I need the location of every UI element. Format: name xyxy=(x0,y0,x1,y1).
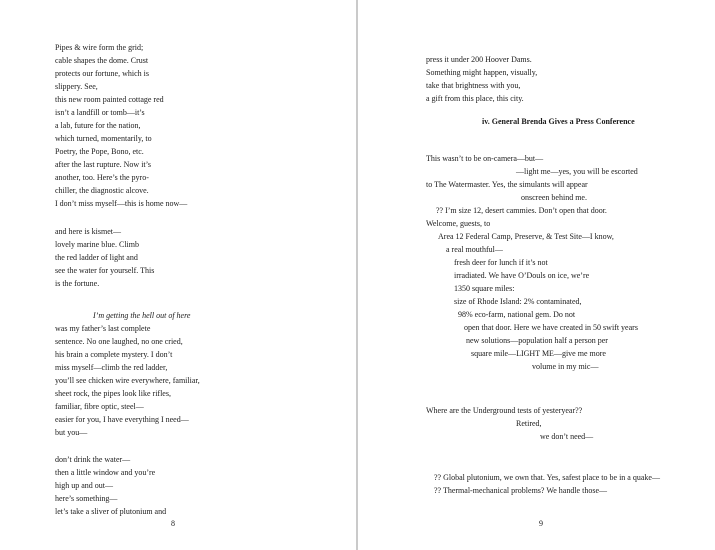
poem-line: irradiated. We have O’Douls on ice, we’re xyxy=(454,271,590,280)
poem-line: press it under 200 Hoover Dams. xyxy=(426,55,532,64)
page-number: 8 xyxy=(171,519,175,528)
poem-line: high up and out— xyxy=(55,481,113,490)
poem-line: the red ladder of light and xyxy=(55,253,138,262)
poem-line: and here is kismet— xyxy=(55,227,121,236)
poem-line: which turned, momentarily, to xyxy=(55,134,152,143)
poem-line: don’t drink the water— xyxy=(55,455,131,464)
poem-line: then a little window and you’re xyxy=(55,468,156,477)
right-page xyxy=(358,0,715,550)
section-heading: iv. General Brenda Gives a Press Conference xyxy=(482,117,635,126)
poem-line: miss myself—climb the red ladder, xyxy=(55,363,168,372)
poem-line: onscreen behind me. xyxy=(521,193,587,202)
poem-line: This wasn’t to be on-camera—but— xyxy=(426,154,544,163)
poem-line: let’s take a sliver of plutonium and xyxy=(55,507,167,516)
poem-line: Where are the Underground tests of yesteryear?? xyxy=(426,406,583,415)
page-number: 9 xyxy=(539,519,543,528)
poem-line: I don’t miss myself—this is home now— xyxy=(55,199,188,208)
poem-line: you’ll see chicken wire everywhere, familiar, xyxy=(55,376,200,385)
poem-line: fresh deer for lunch if it’s not xyxy=(454,258,548,267)
poem-line: Area 12 Federal Camp, Preserve, & Test Site—I know, xyxy=(438,232,614,241)
poem-line: another, too. Here’s the pyro- xyxy=(55,173,149,182)
poem-line: sheet rock, the pipes look like rifles, xyxy=(55,389,171,398)
poem-line: ?? Global plutonium, we own that. Yes, safest place to be in a quake— xyxy=(434,473,660,482)
poem-line: ?? I’m size 12, desert cammies. Don’t open that door. xyxy=(436,206,607,215)
poem-line: we don’t need— xyxy=(540,432,594,441)
poem-line: take that brightness with you, xyxy=(426,81,521,90)
poem-line: Pipes & wire form the grid; xyxy=(55,43,144,52)
poem-line: protects our fortune, which is xyxy=(55,69,149,78)
poem-line: lovely marine blue. Climb xyxy=(55,240,139,249)
poem-line: volume in my mic— xyxy=(532,362,599,371)
left-page xyxy=(0,0,357,550)
poem-line: see the water for yourself. This xyxy=(55,266,155,275)
poem-line: slippery. See, xyxy=(55,82,98,91)
poem-line: familiar, fibre optic, steel— xyxy=(55,402,144,411)
poem-line: cable shapes the dome. Crust xyxy=(55,56,149,65)
poem-line: square mile—LIGHT ME—give me more xyxy=(471,349,606,358)
poem-line: but you— xyxy=(55,428,88,437)
poem-line: Retired, xyxy=(516,419,542,428)
poem-line: open that door. Here we have created in 50 swift years xyxy=(464,323,638,332)
epigraph-line: I’m getting the hell out of here xyxy=(93,311,191,320)
poem-line: Something might happen, visually, xyxy=(426,68,538,77)
poem-line: this new room painted cottage red xyxy=(55,95,164,104)
poem-line: was my father’s last complete xyxy=(55,324,151,333)
poem-line: size of Rhode Island: 2% contaminated, xyxy=(454,297,582,306)
poem-line: after the last rupture. Now it’s xyxy=(55,160,151,169)
poem-line: sentence. No one laughed, no one cried, xyxy=(55,337,183,346)
poem-line: here’s something— xyxy=(55,494,118,503)
poem-line: easier for you, I have everything I need— xyxy=(55,415,189,424)
poem-line: ?? Thermal-mechanical problems? We handle those— xyxy=(434,486,607,495)
poem-line: 1350 square miles: xyxy=(454,284,515,293)
poem-line: Poetry, the Pope, Bono, etc. xyxy=(55,147,144,156)
poem-line: Welcome, guests, to xyxy=(426,219,491,228)
poem-line: chiller, the diagnostic alcove. xyxy=(55,186,149,195)
poem-line: a gift from this place, this city. xyxy=(426,94,524,103)
poem-line: 98% eco-farm, national gem. Do not xyxy=(458,310,576,319)
poem-line: —light me—yes, you will be escorted xyxy=(516,167,638,176)
poem-line: to The Watermaster. Yes, the simulants will appear xyxy=(426,180,588,189)
poem-line: is the fortune. xyxy=(55,279,100,288)
poem-line: isn’t a landfill or tomb—it’s xyxy=(55,108,145,117)
poem-line: a lab, future for the nation, xyxy=(55,121,141,130)
poem-line: his brain a complete mystery. I don’t xyxy=(55,350,173,359)
poem-line: a real mouthful— xyxy=(446,245,503,254)
poem-line: new solutions—population half a person per xyxy=(466,336,608,345)
